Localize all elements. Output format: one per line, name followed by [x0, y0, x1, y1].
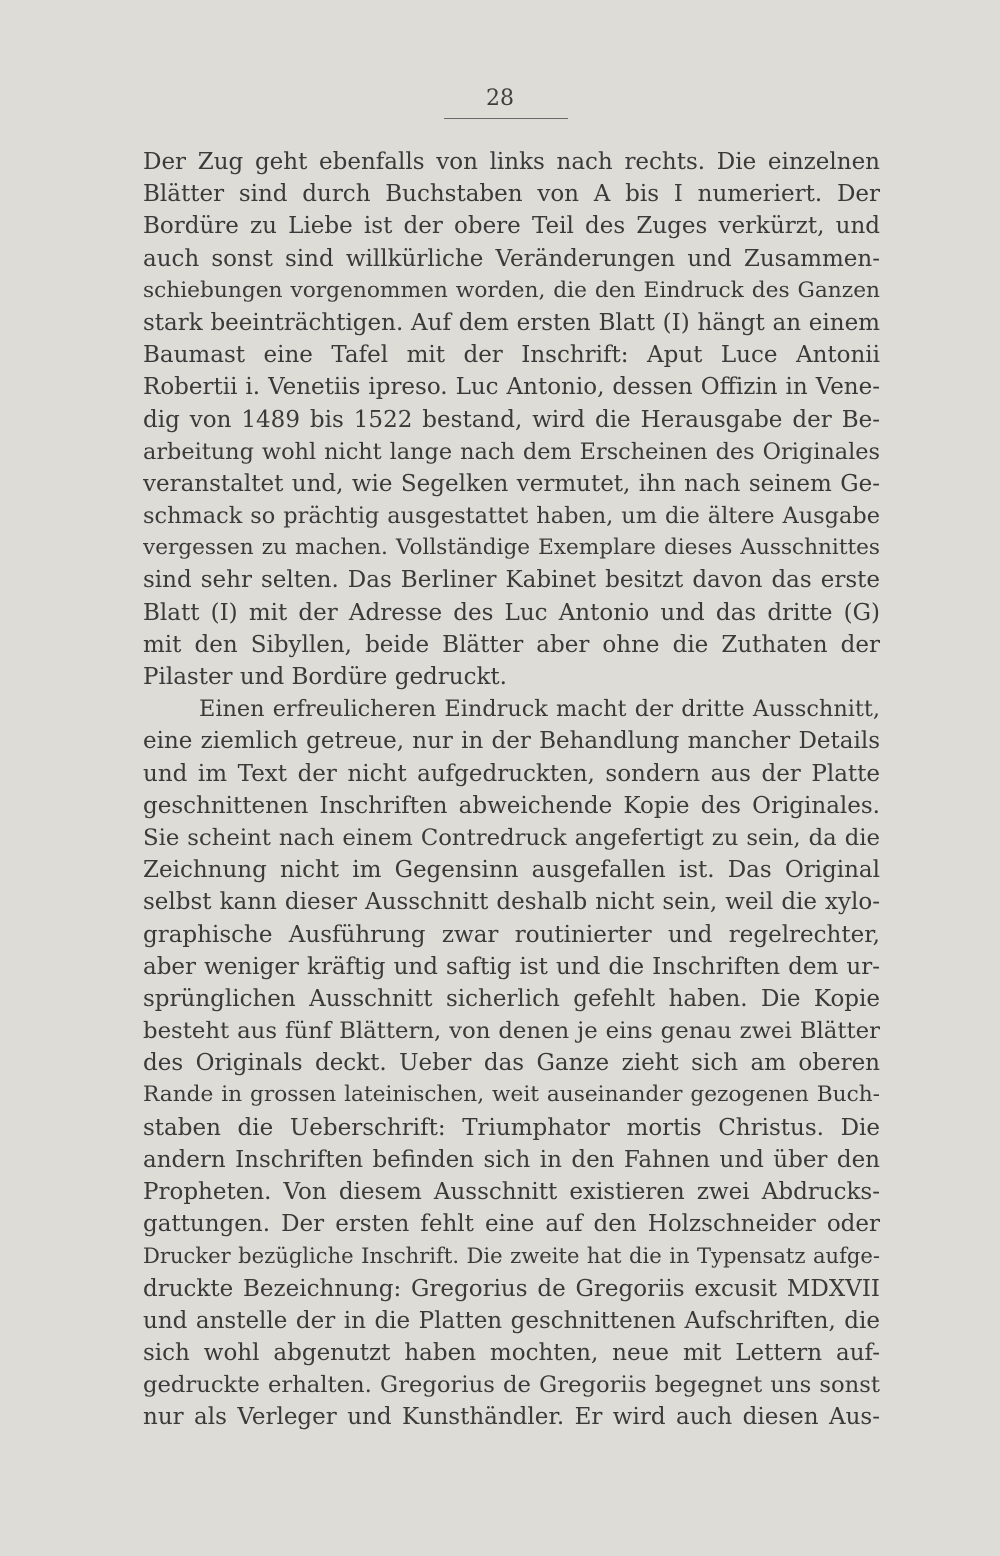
text-line: gattungen. Der ersten fehlt eine auf den Holzschneider oder — [143, 1211, 880, 1238]
text-line: sich wohl abgenutzt haben mochten, neue mit Lettern auf- — [143, 1339, 880, 1366]
text-line: schiebungen vorgenommen worden, die den Eindruck des Ganzen — [143, 277, 880, 303]
text-line: Zeichnung nicht im Gegensinn ausgefallen ist. Das Original — [143, 857, 880, 884]
text-line: sprünglichen Ausschnitt sicherlich gefehlt haben. Die Kopie — [143, 985, 880, 1012]
text-line: schmack so prächtig ausgestattet haben, um die ältere Ausgabe — [143, 503, 880, 530]
text-line: und anstelle der in die Platten geschnittenen Aufschriften, die — [143, 1307, 880, 1334]
text-line: mit den Sibyllen, beide Blätter aber ohne die Zuthaten der — [143, 631, 880, 658]
text-line: Der Zug geht ebenfalls von links nach rechts. Die einzelnen — [143, 149, 880, 175]
text-line: Blatt (I) mit der Adresse des Luc Antonio und das dritte (G) — [143, 599, 880, 626]
text-line: Pilaster und Bordüre gedruckt. — [143, 664, 507, 690]
text-line: auch sonst sind willkürliche Veränderungen und Zusammen- — [143, 245, 880, 272]
body-text — [143, 146, 880, 1434]
header-rule — [444, 118, 568, 119]
text-line: vergessen zu machen. Vollständige Exemplare dieses Ausschnittes — [143, 535, 880, 561]
text-line: veranstaltet und, wie Segelken vermutet, ihn nach seinem Ge- — [143, 470, 880, 497]
text-line: Propheten. Von diesem Ausschnitt existieren zwei Abdrucks- — [143, 1179, 880, 1205]
text-line: eine ziemlich getreue, nur in der Behandlung mancher Details — [143, 728, 880, 755]
text-line: stark beeinträchtigen. Auf dem ersten Blatt (I) hängt an einem — [143, 309, 880, 336]
text-line: nur als Verleger und Kunsthändler. Er wird auch diesen Aus- — [143, 1404, 880, 1431]
text-line: besteht aus fünf Blättern, von denen je eins genau zwei Blätter — [143, 1018, 880, 1045]
text-line: andern Inschriften befinden sich in den Fahnen und über den — [143, 1146, 880, 1173]
text-line: des Originals deckt. Ueber das Ganze zieht sich am oberen — [143, 1050, 880, 1077]
text-line: selbst kann dieser Ausschnitt deshalb nicht sein, weil die xylo- — [143, 889, 880, 916]
text-line: sind sehr selten. Das Berliner Kabinet besitzt davon das erste — [143, 567, 880, 594]
text-line: und im Text der nicht aufgedruckten, sondern aus der Platte — [143, 760, 880, 787]
text-line: dig von 1489 bis 1522 bestand, wird die Herausgabe der Be- — [143, 406, 880, 433]
text-line: aber weniger kräftig und saftig ist und die Inschriften dem ur- — [143, 953, 880, 980]
text-line: Drucker bezügliche Inschrift. Die zweite hat die in Typensatz aufge- — [143, 1243, 880, 1269]
text-line: Bordüre zu Liebe ist der obere Teil des Zuges verkürzt, und — [143, 213, 880, 240]
text-line: gedruckte erhalten. Gregorius de Gregoriis begegnet uns sonst — [143, 1372, 880, 1399]
text-line: druckte Bezeichnung: Gregorius de Gregoriis excusit MDXVII — [143, 1275, 880, 1302]
text-line: Blätter sind durch Buchstaben von A bis I numeriert. Der — [143, 181, 880, 208]
text-line: geschnittenen Inschriften abweichende Kopie des Originales. — [143, 792, 880, 819]
text-line: graphische Ausführung zwar routinierter und regelrechter, — [143, 921, 880, 948]
text-line: Rande in grossen lateinischen, weit auseinander gezogenen Buch- — [143, 1082, 880, 1108]
text-line: Sie scheint nach einem Contredruck angefertigt zu sein, da die — [143, 824, 880, 851]
text-line: Baumast eine Tafel mit der Inschrift: Aput Luce Antonii — [143, 342, 880, 369]
text-line: arbeitung wohl nicht lange nach dem Erscheinen des Originales — [143, 438, 880, 465]
text-line: Robertii i. Venetiis ipreso. Luc Antonio, dessen Offizin in Vene- — [143, 374, 880, 401]
page-number: 28 — [486, 86, 514, 111]
paragraph-first-line: Einen erfreulicheren Eindruck macht der dritte Ausschnitt, — [199, 696, 880, 723]
text-line: staben die Ueberschrift: Triumphator mortis Christus. Die — [143, 1114, 880, 1141]
